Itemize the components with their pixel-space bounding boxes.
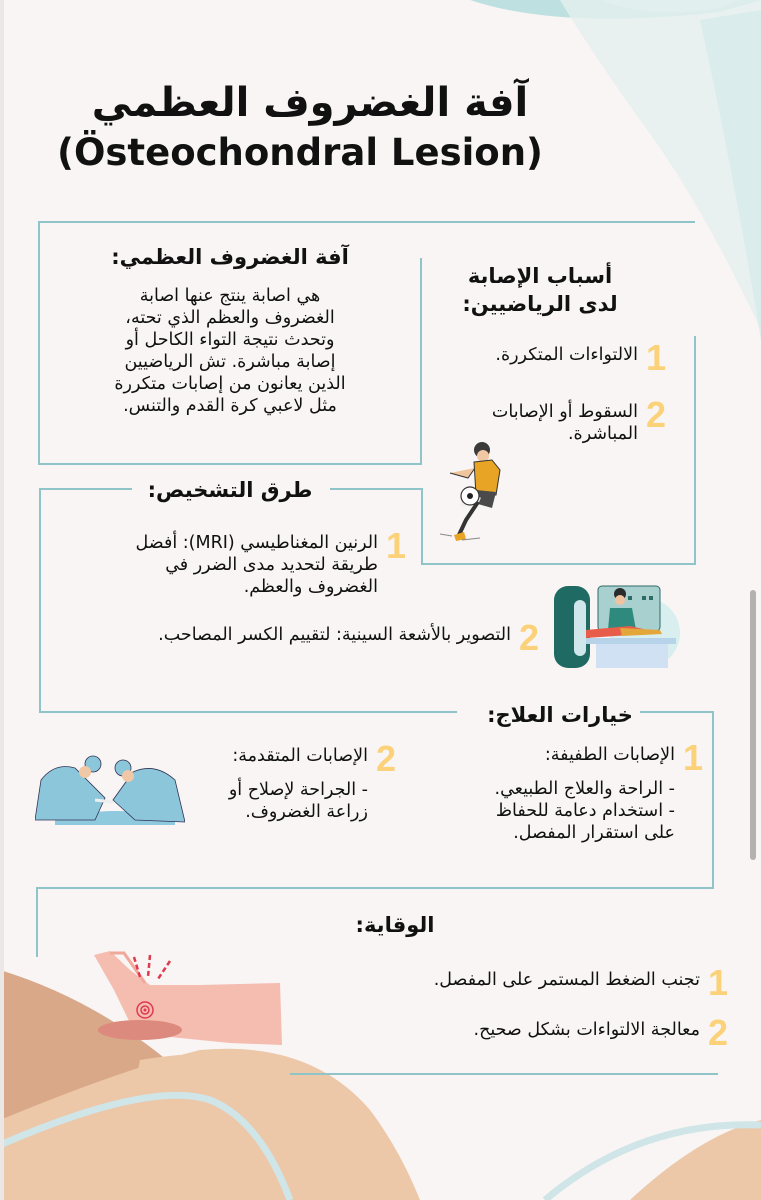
frame-line [38,221,40,464]
page-title-english: (Östeochondral Lesion) [57,131,543,174]
frame-line [39,488,41,713]
definition-line: إصابة مباشرة. تش الرياضيين [124,352,336,372]
number-badge: 2 [518,617,539,658]
cause-line: السقوط أو الإصابات [491,402,638,422]
definition-line: مثل لاعبي كرة القدم والتنس. [123,396,337,416]
definition-line: هي اصابة ينتج عنها اصابة [139,286,321,306]
cause-line: المباشرة. [567,424,638,444]
cause-item-2 [491,394,666,445]
frame-line [40,488,132,490]
definition-line: الغضروف والعظم الذي تحته، [125,308,335,328]
diagnosis-heading: طرق التشخيص: [147,478,313,502]
treatment-line: - الراحة والعلاج الطبيعي. [494,779,675,799]
treatment-line: - استخدام دعامة للحفاظ [495,801,675,821]
page-title-arabic: آفة الغضروف العظمي [91,80,529,126]
definition-text [60,285,400,417]
diagnosis-item-2 [158,617,539,658]
frame-line [40,221,695,223]
number-badge: 1 [645,337,666,378]
causes-heading [440,262,640,318]
diagnosis-item-1 [135,525,406,598]
number-badge: 1 [682,737,703,778]
number-badge: 2 [375,738,396,779]
definition-heading: آفة الغضروف العظمي: [111,245,349,269]
number-badge: 2 [645,394,666,435]
cause-item-1 [495,337,666,378]
frame-line [36,887,38,957]
cause-text [495,340,638,366]
soccer-player-illustration [440,440,530,545]
frame-line [712,711,714,888]
prevention-heading: الوقاية: [355,913,435,937]
number-badge: 1 [707,962,728,1003]
treatment-item-1 [494,737,703,844]
frame-line [694,336,696,565]
mri-scanner-illustration [550,578,690,673]
frame-line [38,463,422,465]
scrollbar[interactable] [750,590,756,860]
treatment-text [229,741,368,823]
treatment-title: الإصابات الطفيفة: [544,745,675,765]
treatment-heading: خيارات العلاج: [480,703,640,727]
cause-line: الالتواءات المتكررة. [495,345,638,365]
frame-line [36,887,714,889]
prevention-item-2 [473,1012,729,1053]
prevention-item-1 [433,962,728,1003]
diagnosis-text [158,620,511,646]
treatment-text [495,740,675,844]
frame-line [290,1073,718,1075]
surgeons-illustration [35,750,185,825]
diagnosis-text [136,528,378,598]
treatment-line: على استقرار المفصل. [513,823,675,843]
definition-line: وتحدث نتيجة التواء الكاحل أو [125,330,335,350]
treatment-title: الإصابات المتقدمة: [232,746,368,766]
diagnosis-line: طريقة لتحديد مدى الضرر في [165,555,378,575]
diagnosis-line: التصوير بالأشعة السينية: لتقييم الكسر المصاحب. [158,625,511,645]
treatment-item-2 [228,738,396,823]
frame-line [420,258,422,465]
causes-heading-line: أسباب الإصابة [467,264,613,288]
number-badge: 1 [385,525,406,566]
frame-line [39,711,457,713]
definition-line: الذين يعانون من إصابات متكررة [114,374,346,394]
prevention-text: تجنب الضغط المستمر على المفصل. [433,970,700,990]
cause-text [492,397,638,445]
frame-line [422,563,696,565]
treatment-line: زراعة الغضروف. [245,802,368,822]
number-badge: 2 [707,1012,728,1053]
diagnosis-line: الغضروف والعظم. [243,577,378,597]
page-edge [0,0,4,1200]
diagnosis-line: الرنين المغناطيسي (MRI): أفضل [135,533,378,553]
sprained-ankle-illustration [90,945,285,1045]
prevention-text: معالجة الالتواءات بشكل صحيح. [473,1020,700,1040]
frame-line [421,488,423,565]
frame-line [330,488,422,490]
treatment-line: - الجراحة لإصلاح أو [228,780,368,800]
causes-heading-line: لدى الرياضيين: [462,292,618,316]
